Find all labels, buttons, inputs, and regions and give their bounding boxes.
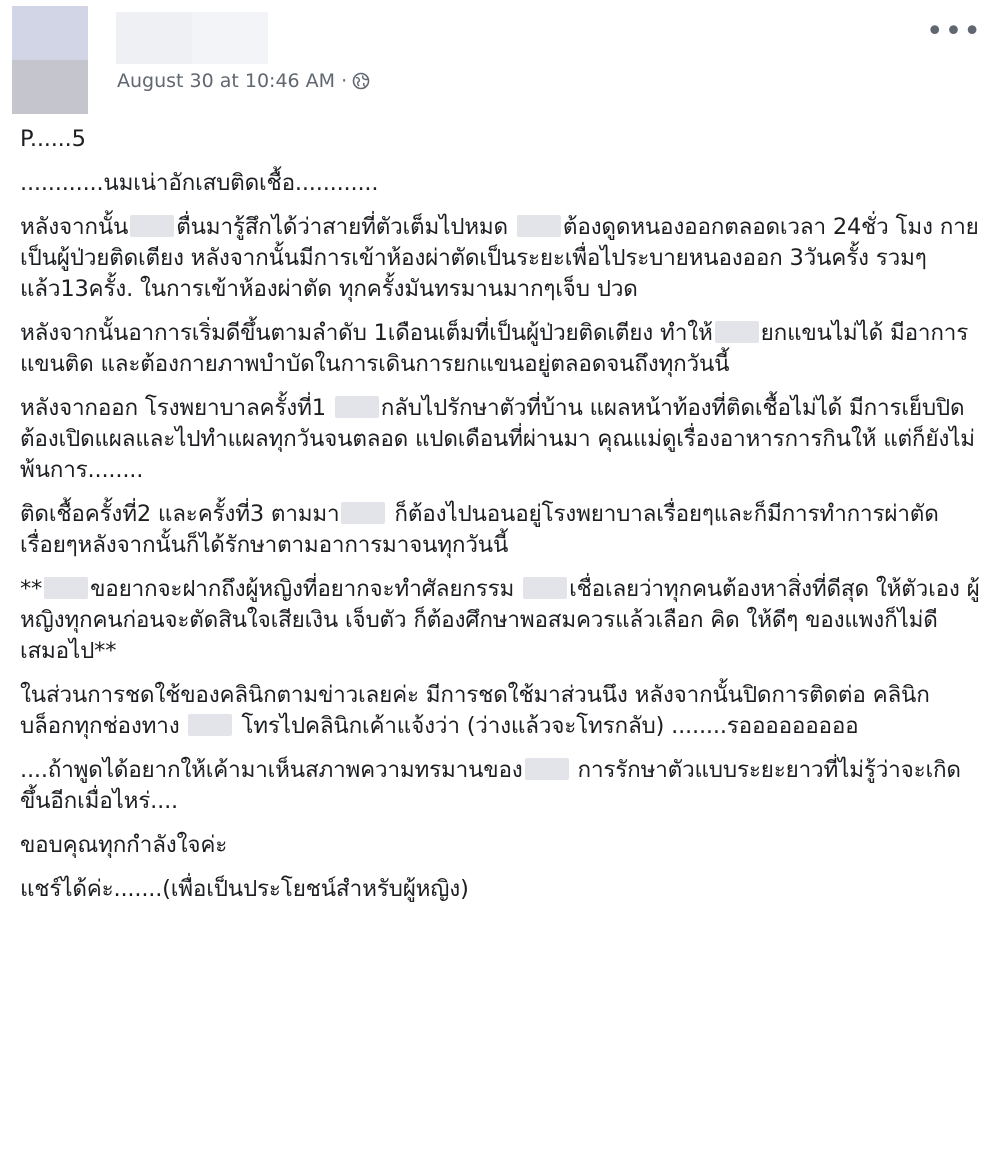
- text: แชร์ได้ค่ะ.......(เพื่อเป็นประโยชน์สำหรับผู้หญิง): [20, 876, 469, 902]
- text: โทรไปคลินิกเค้าแจ้งว่า (ว่างแล้วจะโทรกลับ) ........รอออออออออ: [234, 713, 859, 739]
- globe-icon[interactable]: [352, 72, 370, 90]
- post-timestamp[interactable]: [117, 70, 370, 92]
- text: **: [20, 576, 43, 602]
- text: หลังจากนั้นอาการเริ่มดีขึ้นตามลำดับ 1เดือนเต็มที่เป็นผู้ป่วยติดเตียง ทำให้: [20, 320, 713, 346]
- text: ตื่นมารู้สึกได้ว่าสายที่ตัวเต็มไปหมด: [176, 214, 515, 240]
- redacted-text: [335, 396, 379, 418]
- paragraph-1: [20, 124, 980, 155]
- redacted-text: [130, 215, 174, 237]
- text: เชื่อเลยว่าทุกคนต้องหาสิ่งที่ดีสุด ให้ตัวเอง ผู้หญิงทุกคนก่อนจะตัดสินใจเสียเงิน เจ็บตัว ก็ต้องศึกษาพอสมควรแล้วเลือก คิด ให้ดีๆ ของแพงก็ไม่ดีเสมอไป**: [20, 576, 980, 664]
- paragraph-7: [20, 574, 980, 667]
- text: หลังจากออก โรงพยาบาลครั้งที่1: [20, 395, 333, 421]
- redacted-text: [44, 577, 88, 599]
- paragraph-6: [20, 499, 980, 561]
- text: ............นมเน่าอักเสบติดเชื้อ............: [20, 170, 379, 196]
- paragraph-5: [20, 393, 980, 486]
- text: ติดเชื้อครั้งที่2 และครั้งที่3 ตามมา: [20, 501, 340, 527]
- text: หลังจากนั้น: [20, 214, 129, 240]
- post-body: [20, 124, 980, 918]
- paragraph-8: [20, 680, 980, 742]
- redacted-text: [341, 502, 385, 524]
- avatar-redacted: [12, 60, 88, 114]
- paragraph-9: [20, 755, 980, 817]
- text: ก็ต้องไปนอนอยู่โรงพยาบาลเรื่อยๆและก็มีการทำการผ่าตัดเรื่อยๆหลังจากนั้นก็ได้รักษาตามอาการมาจนทุกวันนี้: [20, 501, 939, 558]
- text: P......5: [20, 126, 86, 152]
- redacted-text: [523, 577, 567, 599]
- redacted-text: [188, 714, 232, 736]
- paragraph-4: [20, 318, 980, 380]
- redacted-text: [525, 758, 569, 780]
- paragraph-2: [20, 168, 980, 199]
- more-options-icon[interactable]: •••: [925, 14, 982, 49]
- text: กลับไปรักษาตัวที่บ้าน แผลหน้าท้องที่ติดเชื้อไม่ได้ มีการเย็บปิดต้องเปิดแผลและไปทำแผลทุกวันจนตลอด แปดเดือนที่ผ่านมา คุณแม่ดูเรื่องอาหารการกินให้ แต่ก็ยังไม่พ้นการ........: [20, 395, 975, 483]
- text: ขอยากจะฝากถึงผู้หญิงที่อยากจะทำศัลยกรรม: [90, 576, 522, 602]
- redacted-text: [517, 215, 561, 237]
- redacted-text: [715, 321, 759, 343]
- text: ต้องดูดหนองออกตลอดเวลา 24ชั่ว โมง กายเป็นผู้ป่วยติดเตียง หลังจากนั้นมีการเข้าห้องผ่าตัดเป็นระยะเพื่อไประบายหนองออก 3วันครั้ง รวมๆแล้ว13ครั้ง. ในการเข้าห้องผ่าตัด ทุกครั้งมันทรมานมากๆเจ็บ ปวด: [20, 214, 979, 302]
- paragraph-10: [20, 830, 980, 861]
- text: การรักษาตัวแบบระยะยาวที่ไม่รู้ว่าจะเกิดขึ้นอีกเมื่อไหร่....: [20, 757, 961, 814]
- text: ขอบคุณทุกกำลังใจค่ะ: [20, 832, 228, 858]
- timestamp-text[interactable]: August 30 at 10:46 AM ·: [117, 70, 348, 92]
- author-name-redacted-part: [192, 12, 268, 64]
- text: ยกแขนไม่ได้ มีอาการแขนติด และต้องกายภาพบำบัดในการเดินการยกแขนอยู่ตลอดจนถึงทุกวันนี้: [20, 320, 969, 377]
- paragraph-11: [20, 874, 980, 905]
- paragraph-3: [20, 212, 980, 305]
- text: ....ถ้าพูดได้อยากให้เค้ามาเห็นสภาพความทรมานของ: [20, 757, 523, 783]
- text: ในส่วนการชดใช้ของคลินิกตามข่าวเลยค่ะ มีการชดใช้มาส่วนนึง หลังจากนั้นปิดการติดต่อ คลินิกบล็อกทุกช่องทาง: [20, 682, 930, 739]
